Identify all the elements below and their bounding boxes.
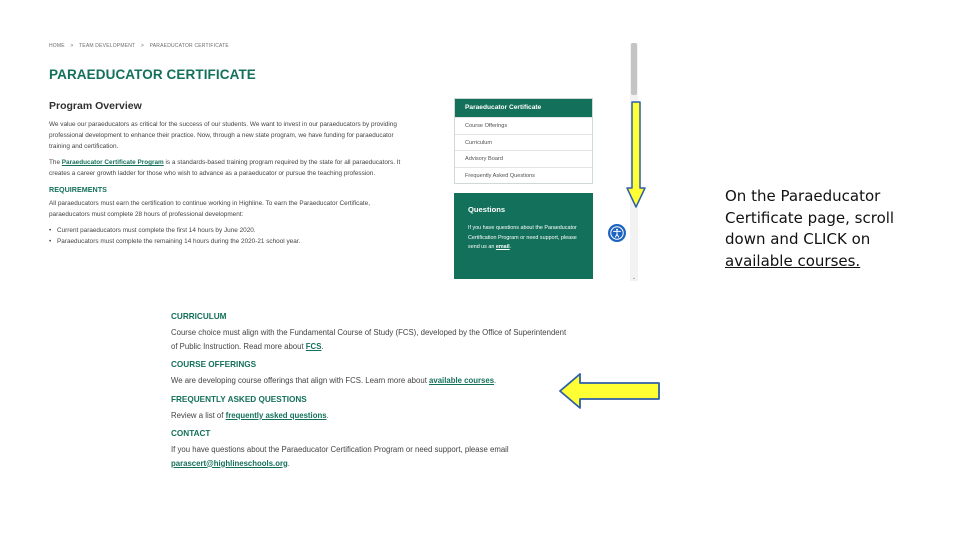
accessibility-icon[interactable] (608, 224, 626, 242)
side-menu-item-curriculum[interactable]: Curriculum (455, 134, 592, 151)
contact-email-link[interactable]: parascert@highlineschools.org (171, 458, 288, 468)
top-screenshot (44, 40, 640, 285)
bottom-screenshot (171, 312, 571, 497)
contact-text: If you have questions about the Paraeducator Certification Program or need support, please email parascert@highlineschools.org. (171, 445, 509, 468)
program-overview-heading: Program Overview (49, 100, 142, 112)
instruction-note: On the Paraeducator Certificate page, scroll down and CLICK on available courses. (725, 187, 895, 270)
list-item: • Paraeducators must complete the remaining 14 hours during the 2020-21 school year. (49, 236, 409, 247)
requirements-list (49, 225, 409, 247)
overview-paragraph-2: The Paraeducator Certificate Program is a standards-based training program required by the state for all paraeducators. It creates a career growth ladder for those who wish to advance as a paraeducator or pursue the teaching profession. (49, 159, 401, 177)
questions-box (454, 193, 593, 279)
curriculum-text: Course choice must align with the Fundamental Course of Study (FCS), developed by the Office of Superintendent of Public Instruction. Read more about FCS. (171, 328, 567, 351)
faq-heading: FREQUENTLY ASKED QUESTIONS (171, 394, 307, 404)
contact-heading: CONTACT (171, 429, 211, 438)
breadcrumb-separator: > (140, 43, 145, 49)
fcs-link[interactable]: FCS (305, 341, 322, 351)
course-offerings-heading: COURSE OFFERINGS (171, 360, 257, 369)
overview-paragraph: We value our paraeducators as critical for the success of our students. We want to invest in our paraeducators by providing professional development to enhance their practice. Now, through a new state program, we have funding for paraeducator training and certification. (49, 121, 397, 150)
instruction-highlight: available courses. (725, 251, 861, 270)
side-menu-item-faq[interactable]: Frequently Asked Questions (455, 167, 592, 184)
questions-text: If you have questions about the Paraeducator Certification Program or need support, please send us an email. (468, 225, 577, 251)
available-courses-link[interactable]: available courses (429, 376, 495, 385)
left-arrow-icon (558, 372, 662, 410)
breadcrumb (49, 43, 233, 49)
breadcrumb-current: PARAEDUCATOR CERTIFICATE (149, 43, 229, 49)
side-menu (454, 98, 593, 184)
down-arrow-icon (625, 100, 647, 210)
scroll-thumb[interactable] (631, 43, 637, 95)
requirements-text: All paraeducators must earn the certification to continue working in Highline. To earn the Paraeducator Certificate, paraeducators must complete 28 hours of professional development: (49, 200, 371, 218)
program-overview-body (49, 119, 409, 247)
email-link[interactable]: email (495, 244, 510, 251)
scroll-down-chevron-icon[interactable]: ⌄ (631, 275, 637, 281)
list-item: • Current paraeducators must complete the first 14 hours by June 2020. (49, 225, 409, 236)
curriculum-heading: CURRICULUM (171, 312, 227, 321)
breadcrumb-separator: > (70, 43, 74, 49)
certificate-program-link[interactable]: Paraeducator Certificate Program (61, 159, 164, 166)
side-menu-title[interactable]: Paraeducator Certificate (455, 99, 592, 117)
breadcrumb-team-development[interactable]: TEAM DEVELOPMENT (79, 43, 136, 49)
side-menu-item-course-offerings[interactable]: Course Offerings (455, 117, 592, 134)
course-offerings-text: We are developing course offerings that align with FCS. Learn more about available courses. (171, 376, 497, 385)
breadcrumb-home[interactable]: HOME (49, 43, 65, 49)
faq-text: Review a list of frequently asked questions. (171, 410, 329, 420)
requirements-heading: REQUIREMENTS (49, 185, 107, 194)
page-title: PARAEDUCATOR CERTIFICATE (49, 67, 256, 82)
faq-link[interactable]: frequently asked questions (225, 410, 327, 420)
side-menu-item-advisory-board[interactable]: Advisory Board (455, 150, 592, 167)
questions-title: Questions (468, 205, 506, 214)
